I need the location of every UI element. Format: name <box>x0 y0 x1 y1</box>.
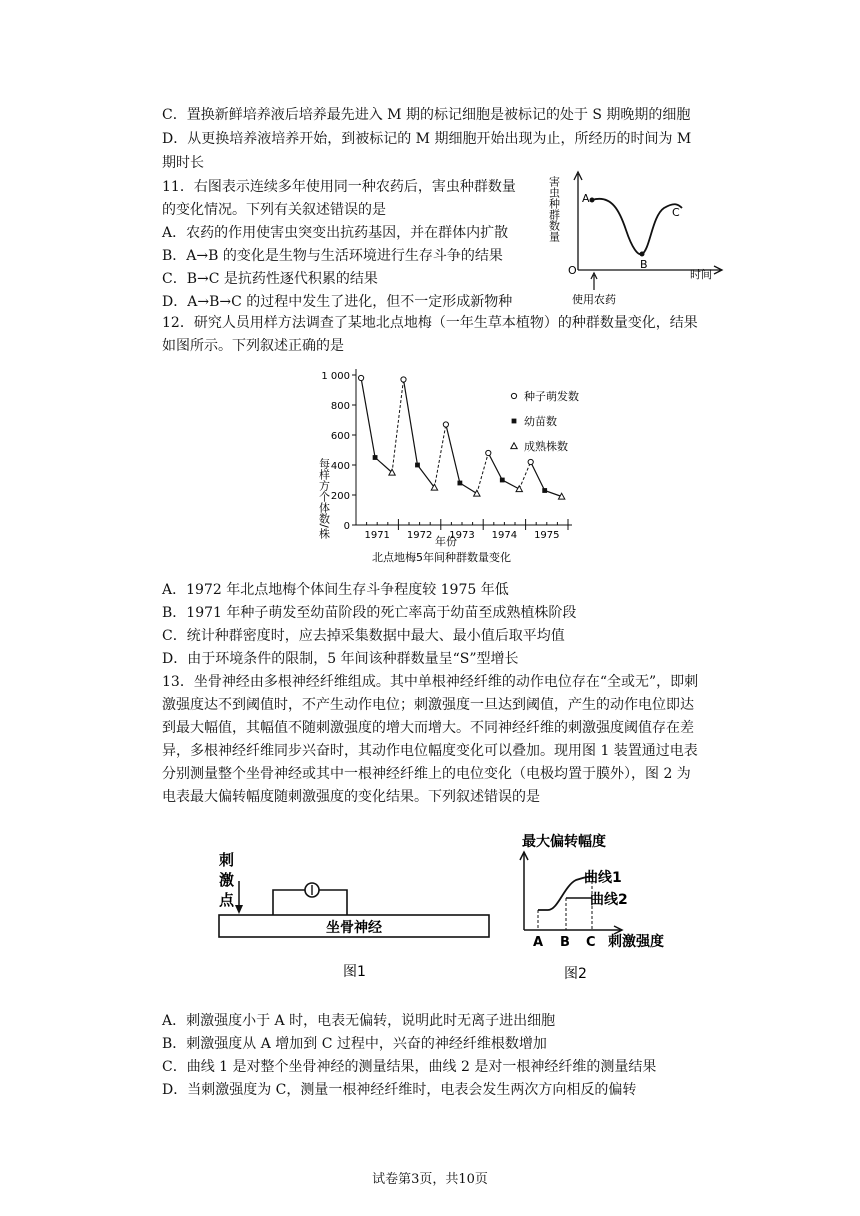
fig2-x-c: C <box>586 935 596 950</box>
chart-y-tick-label: 400 <box>330 461 350 472</box>
chart-point <box>542 488 547 493</box>
legend-label: 种子萌发数 <box>524 390 579 403</box>
chart-ylabel: 每样方个体数/株 <box>317 458 331 539</box>
q11-option-d: D．A→B→C 的过程中发生了进化，但不一定形成新物种 <box>162 294 513 310</box>
chart-dashed-link <box>392 380 403 473</box>
chart-x-tick-label: 1971 <box>364 530 390 541</box>
q13-option-d: D．当刺激强度为 C，测量一根神经纤维时，电表会发生两次方向相反的偏转 <box>162 1082 637 1098</box>
q11-point-a: A <box>582 192 590 205</box>
chart-x-tick-label: 1974 <box>491 530 518 541</box>
q11-option-b: B．A→B 的变化是生物与生活环境进行生存斗争的结果 <box>162 248 503 264</box>
chart-point <box>358 375 363 380</box>
q11-figure <box>547 168 732 306</box>
chart-point <box>500 478 505 483</box>
q12-stem-cont: 如图所示。下列叙述正确的是 <box>162 338 344 354</box>
chart-y-tick-label: 1 000 <box>321 371 350 382</box>
q11-point-c: C <box>672 206 680 219</box>
chart-xlabel: 年份 <box>435 535 457 548</box>
q13-figure-2 <box>510 828 690 988</box>
fig2-ylabel: 最大偏转幅度 <box>522 834 606 850</box>
chart-x-tick-label: 1972 <box>406 530 433 541</box>
legend-marker <box>512 419 517 424</box>
chart-point <box>528 459 533 464</box>
q13-stem-2: 激强度达不到阈值时，不产生动作电位；刺激强度一旦达到阈值，产生的动作电位即达 <box>162 697 694 713</box>
chart-point <box>415 463 420 468</box>
fig2-caption: 图2 <box>564 966 587 982</box>
q13-figure-1 <box>205 845 505 985</box>
chart-dashed-link <box>434 425 445 488</box>
q13-stem-4: 异，多根神经纤维同步兴奋时，其动作电位幅度变化可以叠加。现用图 1 装置通过电表 <box>162 743 698 759</box>
q13-option-b: B．刺激强度从 A 增加到 C 过程中，兴奋的神经纤维根数增加 <box>162 1036 547 1052</box>
legend-label: 成熟株数 <box>524 440 568 453</box>
q13-option-a: A．刺激强度小于 A 时，电表无偏转，说明此时无离子进出细胞 <box>162 1013 556 1029</box>
chart-y-tick-label: 800 <box>330 401 350 412</box>
chart-y-tick-label: 200 <box>330 491 350 502</box>
chart-point <box>401 377 406 382</box>
q11-stem-cont: 的变化情况。下列有关叙述错误的是 <box>162 202 386 218</box>
fig1-nerve-label: 坐骨神经 <box>326 920 382 936</box>
chart-x-tick-label: 1973 <box>449 530 475 541</box>
q11-arrow-label: 使用农药 <box>572 293 616 306</box>
q12-option-c: C．统计种群密度时，应去掉采集数据中最大、最小值后取平均值 <box>162 628 565 644</box>
q12-option-a: A．1972 年北点地梅个体间生存斗争程度较 1975 年低 <box>162 582 509 598</box>
fig1-stim-char-2: 激 <box>219 871 235 889</box>
q11-option-c: C．B→C 是抗药性逐代积累的结果 <box>162 271 378 287</box>
chart-dashed-link <box>477 453 488 494</box>
q12-option-d: D．由于环境条件的限制，5 年间该种群数量呈“S”型增长 <box>162 651 519 667</box>
chart-y-tick-label: 600 <box>330 431 350 442</box>
q11-origin: O <box>568 264 577 277</box>
option-10c: C．置换新鲜培养液后培养最先进入 M 期的标记细胞是被标记的处于 S 期晚期的细胞 <box>162 107 691 123</box>
fig1-caption: 图1 <box>343 964 366 980</box>
chart-dashed-link <box>519 462 530 489</box>
option-10d: D．从更换培养液培养开始，到被标记的 M 期细胞开始出现为止，所经历的时间为 M <box>162 131 692 147</box>
chart-point <box>373 455 378 460</box>
chart-point <box>457 481 462 486</box>
fig2-curve-1: 曲线1 <box>584 870 622 886</box>
legend-marker <box>511 393 516 398</box>
q11-option-a: A．农药的作用使害虫突变出抗药基因，并在群体内扩散 <box>162 225 509 241</box>
q13-stem-6: 电表最大偏转幅度随刺激强度的变化结果。下列叙述错误的是 <box>162 789 540 805</box>
q11-stem: 11．右图表示连续多年使用同一种农药后，害虫种群数量 <box>162 179 516 195</box>
legend-label: 幼苗数 <box>524 415 557 428</box>
q11-point-b: B <box>640 258 648 271</box>
fig2-xlabel: 刺激强度 <box>608 934 664 950</box>
chart-point <box>474 490 480 496</box>
chart-point <box>516 486 522 492</box>
chart-point <box>486 450 491 455</box>
chart-x-tick-label: 1975 <box>534 530 560 541</box>
q11-xlabel: 时间 <box>690 268 712 281</box>
fig1-stim-char-1: 刺 <box>219 851 235 869</box>
chart-point <box>443 422 448 427</box>
chart-year-line <box>403 380 434 488</box>
fig1-stim-char-3: 点 <box>219 891 235 909</box>
q12-stem: 12．研究人员用样方法调查了某地北点地梅（一年生草本植物）的种群数量变化，结果 <box>162 315 698 331</box>
q12-option-b: B．1971 年种子萌发至幼苗阶段的死亡率高于幼苗至成熟植株阶段 <box>162 605 577 621</box>
fig2-curve-2: 曲线2 <box>590 892 628 908</box>
legend-marker <box>511 443 517 449</box>
option-10d-cont: 期时长 <box>162 155 204 171</box>
q11-ylabel: 害虫种群数量 <box>547 176 561 242</box>
fig2-x-b: B <box>560 935 570 950</box>
q12-chart <box>318 360 608 575</box>
fig2-x-a: A <box>533 935 544 950</box>
q13-option-c: C．曲线 1 是对整个坐骨神经的测量结果，曲线 2 是对一根神经纤维的测量结果 <box>162 1059 657 1075</box>
chart-title: 北点地梅5年间种群数量变化 <box>372 551 511 564</box>
chart-y-tick-label: 0 <box>343 521 350 532</box>
q13-stem-1: 13．坐骨神经由多根神经纤维组成。其中单根神经纤维的动作电位存在“全或无”，即刺 <box>162 674 699 690</box>
chart-year-line <box>488 453 519 489</box>
page-footer: 试卷第3页，共10页 <box>372 1172 488 1187</box>
q13-stem-5: 分别测量整个坐骨神经或其中一根神经纤维上的电位变化（电极均置于膜外），图 2 为 <box>162 766 691 782</box>
q13-stem-3: 到最大幅值，其幅值不随刺激强度的增大而增大。不同神经纤维的刺激强度阈值存在差 <box>162 720 694 736</box>
